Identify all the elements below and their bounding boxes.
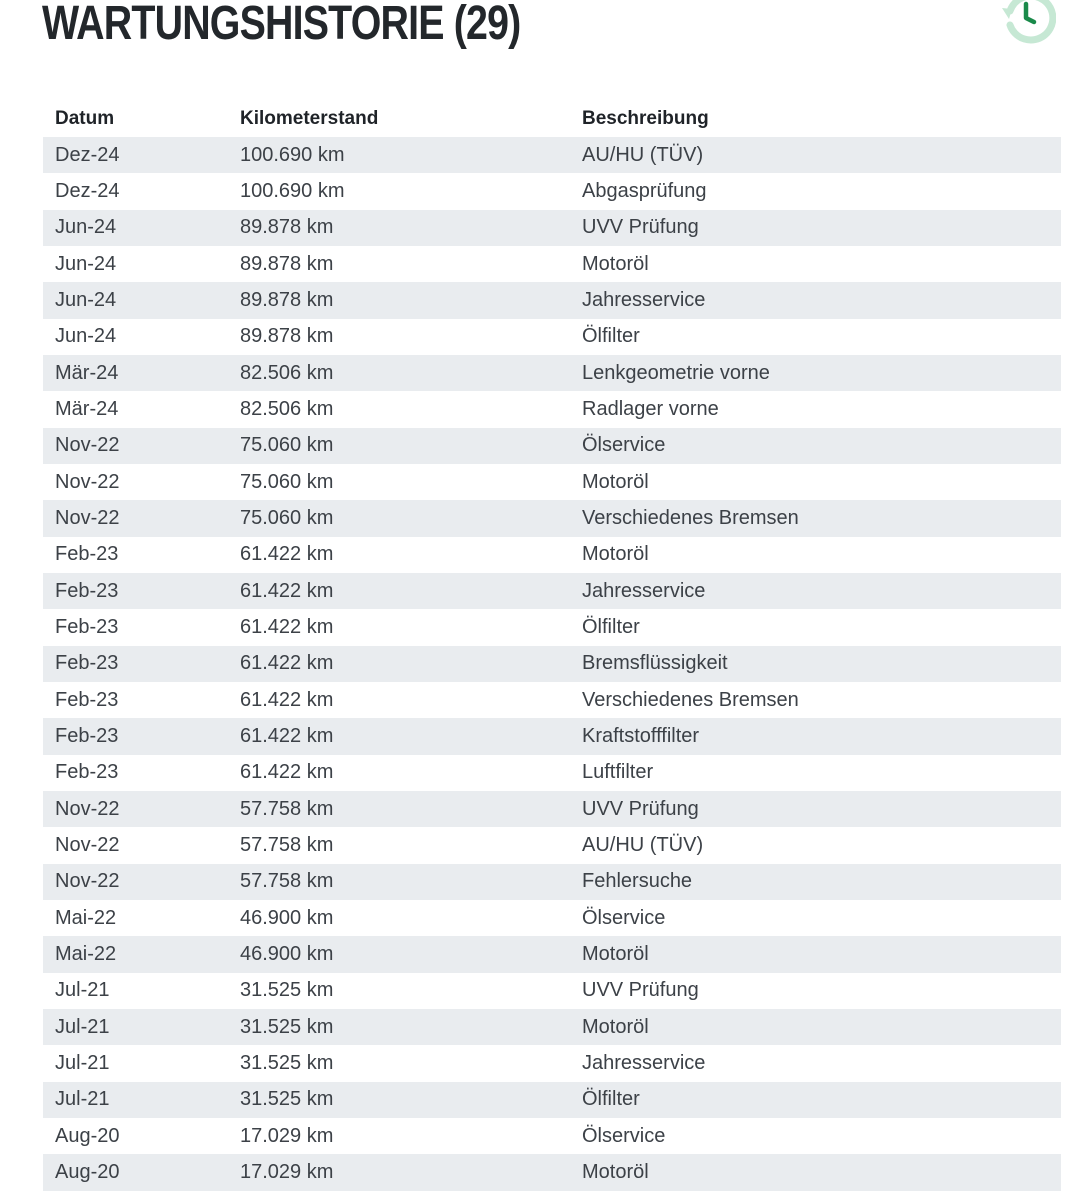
table-row [43, 827, 1061, 863]
column-header-datum: Datum [55, 107, 115, 129]
table-row [43, 864, 1061, 900]
cell-beschreibung: Fehlersuche [582, 870, 693, 893]
cell-beschreibung: Jahresservice [582, 288, 706, 311]
cell-beschreibung: Abgasprüfung [582, 179, 707, 202]
cell-beschreibung: AU/HU (TÜV) [582, 143, 704, 166]
cell-datum: Feb-23 [55, 543, 119, 566]
cell-kilometerstand: 89.878 km [240, 252, 334, 275]
table-row [43, 973, 1061, 1009]
cell-datum: Dez-24 [55, 179, 120, 202]
cell-beschreibung: Ölservice [582, 906, 666, 929]
table-row [43, 355, 1061, 391]
cell-kilometerstand: 57.758 km [240, 870, 334, 893]
cell-datum: Feb-23 [55, 761, 119, 784]
cell-kilometerstand: 31.525 km [240, 1051, 334, 1074]
cell-kilometerstand: 75.060 km [240, 434, 334, 457]
cell-kilometerstand: 61.422 km [240, 652, 334, 675]
column-header-beschreibung: Beschreibung [582, 107, 709, 129]
cell-beschreibung: Ölservice [582, 434, 666, 457]
table-row [43, 537, 1061, 573]
cell-beschreibung: Ölfilter [582, 615, 640, 638]
table-row [43, 428, 1061, 464]
cell-beschreibung: Jahresservice [582, 1051, 706, 1074]
cell-kilometerstand: 46.900 km [240, 942, 334, 965]
cell-kilometerstand: 61.422 km [240, 579, 334, 602]
cell-datum: Mär-24 [55, 397, 119, 420]
cell-kilometerstand: 89.878 km [240, 288, 334, 311]
cell-datum: Nov-22 [55, 870, 120, 893]
cell-datum: Nov-22 [55, 470, 120, 493]
cell-kilometerstand: 57.758 km [240, 833, 334, 856]
cell-beschreibung: Motoröl [582, 543, 649, 566]
cell-datum: Aug-20 [55, 1124, 120, 1147]
cell-beschreibung: UVV Prüfung [582, 979, 699, 1002]
cell-datum: Nov-22 [55, 434, 120, 457]
cell-kilometerstand: 61.422 km [240, 615, 334, 638]
cell-kilometerstand: 100.690 km [240, 143, 345, 166]
cell-datum: Mär-24 [55, 361, 119, 384]
cell-datum: Jul-21 [55, 1015, 110, 1038]
cell-beschreibung: Ölservice [582, 1124, 666, 1147]
table-row [43, 1154, 1061, 1190]
cell-beschreibung: Verschiedenes Bremsen [582, 688, 799, 711]
cell-kilometerstand: 89.878 km [240, 216, 334, 239]
table-row [43, 900, 1061, 936]
cell-beschreibung: Jahresservice [582, 579, 706, 602]
table-row [43, 464, 1061, 500]
table-row [43, 500, 1061, 536]
cell-beschreibung: Luftfilter [582, 761, 654, 784]
table-row [43, 573, 1061, 609]
cell-beschreibung: Motoröl [582, 470, 649, 493]
table-row [43, 391, 1061, 427]
table-row [43, 282, 1061, 318]
cell-beschreibung: Motoröl [582, 1015, 649, 1038]
table-header [43, 100, 1061, 137]
cell-datum: Feb-23 [55, 652, 119, 675]
table-row [43, 246, 1061, 282]
cell-kilometerstand: 100.690 km [240, 179, 345, 202]
cell-kilometerstand: 75.060 km [240, 506, 334, 529]
cell-kilometerstand: 82.506 km [240, 397, 334, 420]
cell-kilometerstand: 31.525 km [240, 979, 334, 1002]
table-row [43, 682, 1061, 718]
cell-datum: Feb-23 [55, 724, 119, 747]
cell-datum: Jul-21 [55, 979, 110, 1002]
cell-kilometerstand: 31.525 km [240, 1015, 334, 1038]
cell-beschreibung: UVV Prüfung [582, 797, 699, 820]
column-header-kilometerstand: Kilometerstand [240, 107, 379, 129]
cell-kilometerstand: 61.422 km [240, 543, 334, 566]
table-row [43, 718, 1061, 754]
cell-datum: Dez-24 [55, 143, 120, 166]
cell-kilometerstand: 82.506 km [240, 361, 334, 384]
cell-kilometerstand: 57.758 km [240, 797, 334, 820]
cell-kilometerstand: 75.060 km [240, 470, 334, 493]
table-row [43, 210, 1061, 246]
cell-kilometerstand: 31.525 km [240, 1088, 334, 1111]
cell-beschreibung: AU/HU (TÜV) [582, 833, 704, 856]
table-body [43, 137, 1061, 1191]
cell-datum: Jun-24 [55, 216, 117, 239]
cell-datum: Nov-22 [55, 833, 120, 856]
cell-datum: Mai-22 [55, 942, 117, 965]
cell-kilometerstand: 89.878 km [240, 325, 334, 348]
cell-beschreibung: Radlager vorne [582, 397, 719, 420]
cell-datum: Jun-24 [55, 288, 117, 311]
cell-kilometerstand: 17.029 km [240, 1160, 334, 1183]
cell-beschreibung: Bremsflüssigkeit [582, 652, 728, 675]
cell-beschreibung: Motoröl [582, 1160, 649, 1183]
cell-datum: Jun-24 [55, 252, 117, 275]
table-row [43, 791, 1061, 827]
table-row [43, 319, 1061, 355]
cell-datum: Feb-23 [55, 688, 119, 711]
cell-kilometerstand: 17.029 km [240, 1124, 334, 1147]
cell-datum: Feb-23 [55, 579, 119, 602]
cell-datum: Jun-24 [55, 325, 117, 348]
table-row [43, 1009, 1061, 1045]
table-row [43, 646, 1061, 682]
table-row [43, 609, 1061, 645]
page-title: WARTUNGSHISTORIE (29) [42, 0, 521, 50]
cell-beschreibung: Ölfilter [582, 325, 640, 348]
cell-datum: Aug-20 [55, 1160, 120, 1183]
maintenance-history-table [43, 100, 1061, 1191]
cell-beschreibung: UVV Prüfung [582, 216, 699, 239]
table-row [43, 1082, 1061, 1118]
table-row [43, 173, 1061, 209]
cell-beschreibung: Verschiedenes Bremsen [582, 506, 799, 529]
table-row [43, 1045, 1061, 1081]
table-row [43, 137, 1061, 173]
cell-datum: Nov-22 [55, 506, 120, 529]
cell-kilometerstand: 61.422 km [240, 761, 334, 784]
table-row [43, 936, 1061, 972]
cell-datum: Jul-21 [55, 1051, 110, 1074]
cell-datum: Nov-22 [55, 797, 120, 820]
cell-beschreibung: Motoröl [582, 252, 649, 275]
cell-beschreibung: Motoröl [582, 942, 649, 965]
cell-kilometerstand: 61.422 km [240, 724, 334, 747]
cell-beschreibung: Lenkgeometrie vorne [582, 361, 770, 384]
table-row [43, 755, 1061, 791]
table-row [43, 1118, 1061, 1154]
history-icon[interactable] [996, 0, 1056, 48]
cell-datum: Feb-23 [55, 615, 119, 638]
cell-kilometerstand: 46.900 km [240, 906, 334, 929]
cell-datum: Mai-22 [55, 906, 117, 929]
cell-datum: Jul-21 [55, 1088, 110, 1111]
cell-beschreibung: Kraftstofffilter [582, 724, 700, 747]
cell-kilometerstand: 61.422 km [240, 688, 334, 711]
cell-beschreibung: Ölfilter [582, 1088, 640, 1111]
